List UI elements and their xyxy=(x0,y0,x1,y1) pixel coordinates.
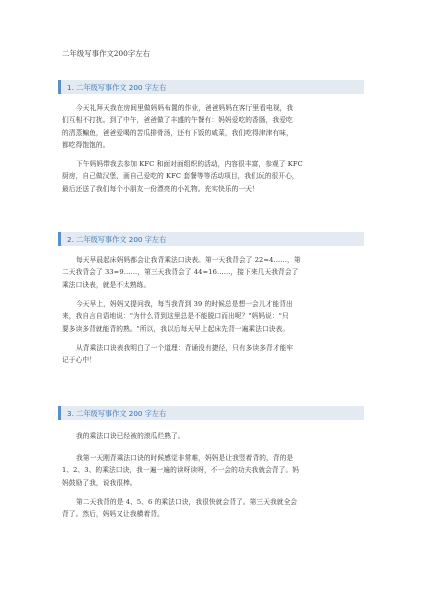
text-line: 从背乘法口诀表我明白了一个道理：背诵没有捷径，只有多读多背才能牢 xyxy=(76,344,294,352)
text-line: 最后还送了我们每个小朋友一份漂亮的小礼物。充实快乐的一天！ xyxy=(62,184,259,193)
text-line: 1、2、3、的乘法口诀，我一遍一遍的读呀读呀，不一会的功夫我就会背了。妈 xyxy=(62,466,300,475)
text-line: 要多读多背就能背的熟。"所以，我以后每天早上起床先背一遍乘法口诀表。 xyxy=(62,324,290,333)
text-line: 都吃得饱饱的。 xyxy=(62,140,110,149)
text-line: 我第一天刚背乘法口诀的时候感觉非常难，妈妈是让我竖着背的，背的是 xyxy=(76,454,294,462)
text-line: 背了。然后，妈妈又让我横着背。 xyxy=(62,510,164,519)
section-3-paragraph-1 xyxy=(62,430,362,442)
text-line: 每天早晨起床妈妈都会让我背乘法口诀表。第一天我背会了 22=4……，第 xyxy=(76,256,301,264)
section-1-paragraph-1 xyxy=(62,102,362,151)
text-line: 下午妈妈带我去参加 KFC 和面对面组织的活动，内容很丰富，参观了 KFC xyxy=(76,160,303,168)
section-1-paragraph-2 xyxy=(62,158,362,195)
section-2-paragraph-3 xyxy=(62,342,362,367)
text-line: 乘法口诀表，就是不太熟练。 xyxy=(62,280,151,289)
section-3-paragraph-3 xyxy=(62,496,362,521)
text-line: 厨房，自己做汉堡，画自己爱吃的 KFC 套餐等等活动项目，我们玩的很开心， xyxy=(62,172,299,181)
text-line: 第二天我背的是 4、5、6 的乘法口诀，我很快就会背了。第三天我就全会 xyxy=(76,498,298,506)
section-2-paragraph-2 xyxy=(62,298,362,335)
section-heading-3-label: 3. 二年级写事作文 200 字左右 xyxy=(67,409,167,418)
text-line: 妈鼓励了我，说我很棒。 xyxy=(62,478,137,487)
section-heading-2-label: 2. 二年级写事作文 200 字左右 xyxy=(67,235,167,244)
text-line: 们互相不打扰。到了中午，爸爸做了丰盛的午餐有：妈妈爱吃的香肠，我爱吃 xyxy=(62,116,293,125)
text-line: 今天礼拜天我在房间里做妈妈布置的作业，爸爸妈妈在客厅里看电视，我 xyxy=(76,104,294,112)
section-2-paragraph-1 xyxy=(62,254,362,291)
section-3-paragraph-2 xyxy=(62,452,362,489)
text-line: 来，我自言自语地说："为什么背到这里总是不能脱口而出呢？"妈妈说："只 xyxy=(62,312,289,321)
section-heading-1-label: 1. 二年级写事作文 200 字左右 xyxy=(67,83,167,92)
text-line: 记于心中！ xyxy=(62,356,96,365)
section-heading-1 xyxy=(58,80,364,94)
text-line: 我的乘法口诀已经被的滚瓜烂熟了。 xyxy=(76,432,185,440)
text-line: 二天我背会了 33=9……，第三天我背会了 44=16……，接下来几天我背会了 xyxy=(62,268,299,277)
section-heading-2 xyxy=(58,232,364,246)
section-heading-3 xyxy=(58,406,364,420)
document-title: 二年级写事作文200字左右 xyxy=(62,49,151,58)
text-line: 今天早上，妈妈又提问我，每当我背到 39 的时候总是想一会儿才能背出 xyxy=(76,300,293,308)
text-line: 的清蒸鳊鱼，爸爸爱喝的苦瓜排骨汤，还有下饭的咸菜，我们吃得津津有味， xyxy=(62,128,293,137)
